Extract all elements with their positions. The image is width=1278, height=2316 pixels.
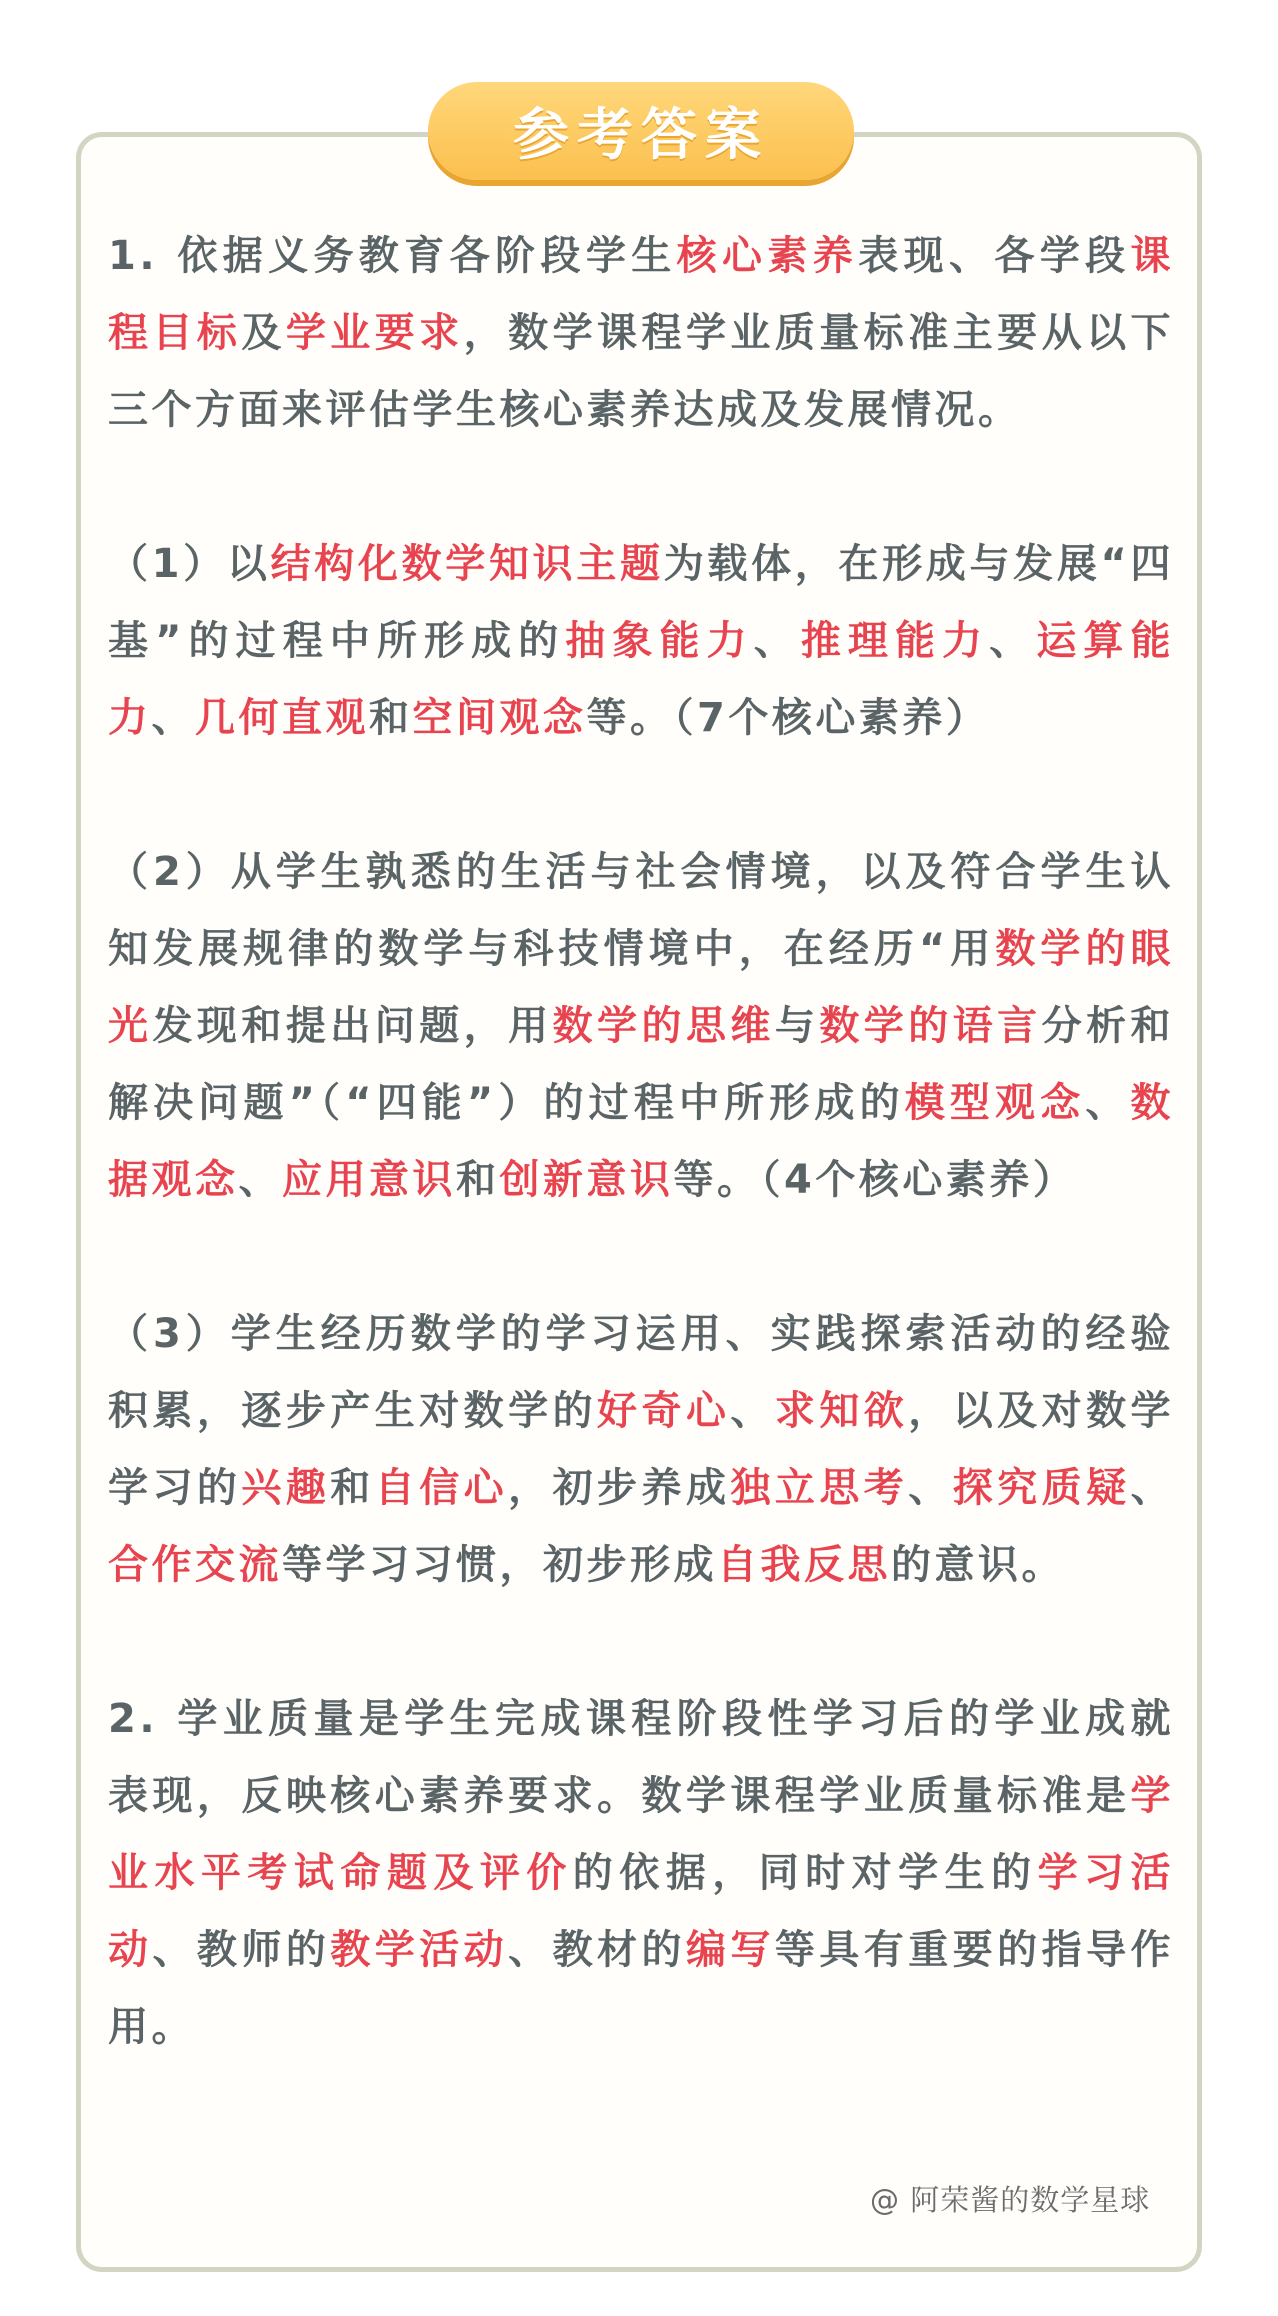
body-text: 和 xyxy=(369,695,413,741)
highlight-term: 课程目标 xyxy=(108,233,1175,356)
body-text: 等。（7个核心素养） xyxy=(586,695,990,741)
paragraph-3 xyxy=(108,834,1174,1219)
highlight-term: 数学的眼光 xyxy=(108,926,1175,1049)
highlight-term: 核心素养 xyxy=(676,233,859,279)
highlight-term: 抽象能力 xyxy=(565,618,754,664)
answer-content xyxy=(108,218,1174,2066)
body-text: （1）以 xyxy=(108,541,271,587)
body-text: 表现、各学段 xyxy=(858,233,1131,279)
body-text: 与 xyxy=(774,1003,820,1049)
body-text: 的依据，同时对学生的 xyxy=(572,1850,1038,1896)
body-text: （3）学生经历数学的学习运用、实践探索活动的经验积累，逐步产生对数学的 xyxy=(108,1311,1174,1434)
highlight-term: 学业要求 xyxy=(285,310,464,356)
highlight-term: 自信心 xyxy=(374,1465,509,1511)
highlight-term: 空间观念 xyxy=(412,695,587,741)
body-text: 和 xyxy=(456,1157,500,1203)
body-text: 等具有重要的指导作用。 xyxy=(108,1927,1175,2050)
body-text: 等学习习惯，初步形成 xyxy=(282,1542,717,1588)
paragraph-1 xyxy=(108,218,1174,449)
highlight-term: 数学的思维 xyxy=(552,1003,775,1049)
highlight-term: 模型观念 xyxy=(904,1080,1086,1126)
highlight-term: 学业水平考试命题及评价 xyxy=(108,1773,1174,1896)
highlight-term: 兴趣 xyxy=(241,1465,331,1511)
body-text: 、 xyxy=(753,618,801,664)
body-text: 2. 学业质量是学生完成课程阶段性学习后的学业成就表现，反映核心素养要求。数学课程学业质量标准是 xyxy=(108,1696,1174,1819)
body-text: 分析和解决问题”（“四能”）的过程中所形成的 xyxy=(108,1003,1175,1126)
body-text: 、 xyxy=(1130,1465,1175,1511)
body-text: 和 xyxy=(330,1465,375,1511)
body-text: 、 xyxy=(1085,1080,1131,1126)
body-text: 、教师的 xyxy=(152,1927,331,1973)
highlight-term: 好奇心 xyxy=(597,1388,731,1434)
highlight-term: 求知欲 xyxy=(774,1388,909,1434)
body-text: 、 xyxy=(730,1388,775,1434)
highlight-term: 学习活动 xyxy=(108,1850,1175,1973)
body-text: 及 xyxy=(241,310,286,356)
highlight-term: 推理能力 xyxy=(800,618,990,664)
body-text: 1. 依据义务教育各阶段学生 xyxy=(108,233,677,279)
body-text: 、 xyxy=(151,695,195,741)
answer-header-title: 参考答案 xyxy=(513,103,769,168)
highlight-term: 编写 xyxy=(685,1927,775,1973)
body-text: ，数学课程学业质量标准主要从以下三个方面来评估学生核心素养达成及发展情况。 xyxy=(108,310,1175,433)
body-text: （2）从学生孰悉的生活与社会情境，以及符合学生认知发展规律的数学与科技情境中，在经历“用 xyxy=(108,849,1174,972)
highlight-term: 创新意识 xyxy=(499,1157,674,1203)
paragraph-2 xyxy=(108,526,1174,757)
body-text: 、 xyxy=(908,1465,953,1511)
body-text: ，以及对数学学习的 xyxy=(108,1388,1175,1511)
highlight-term: 运算能力 xyxy=(108,618,1175,741)
answer-header-badge xyxy=(428,82,854,180)
body-text: ，初步养成 xyxy=(508,1465,731,1511)
watermark-credit: @ 阿荣酱的数学星球 xyxy=(870,2183,1151,2217)
highlight-term: 应用意识 xyxy=(282,1157,456,1203)
highlight-term: 独立思考 xyxy=(730,1465,909,1511)
paragraph-5 xyxy=(108,1681,1174,2066)
highlight-term: 结构化数学知识主题 xyxy=(270,541,664,587)
highlight-term: 探究质疑 xyxy=(952,1465,1131,1511)
highlight-term: 教学活动 xyxy=(330,1927,509,1973)
highlight-term: 合作交流 xyxy=(108,1542,282,1588)
highlight-term: 数据观念 xyxy=(108,1080,1175,1203)
body-text: 等。（4个核心素养） xyxy=(673,1157,1077,1203)
body-text: 的意识。 xyxy=(891,1542,1065,1588)
body-text: 、教材的 xyxy=(508,1927,686,1973)
body-text: 、 xyxy=(989,618,1037,664)
highlight-term: 数学的语言 xyxy=(819,1003,1042,1049)
body-text: 发现和提出问题，用 xyxy=(152,1003,553,1049)
body-text: 、 xyxy=(238,1157,282,1203)
highlight-term: 自我反思 xyxy=(717,1542,891,1588)
highlight-term: 几何直观 xyxy=(195,695,369,741)
body-text: 为载体，在形成与发展“四基”的过程中所形成的 xyxy=(108,541,1174,664)
paragraph-4 xyxy=(108,1296,1174,1604)
